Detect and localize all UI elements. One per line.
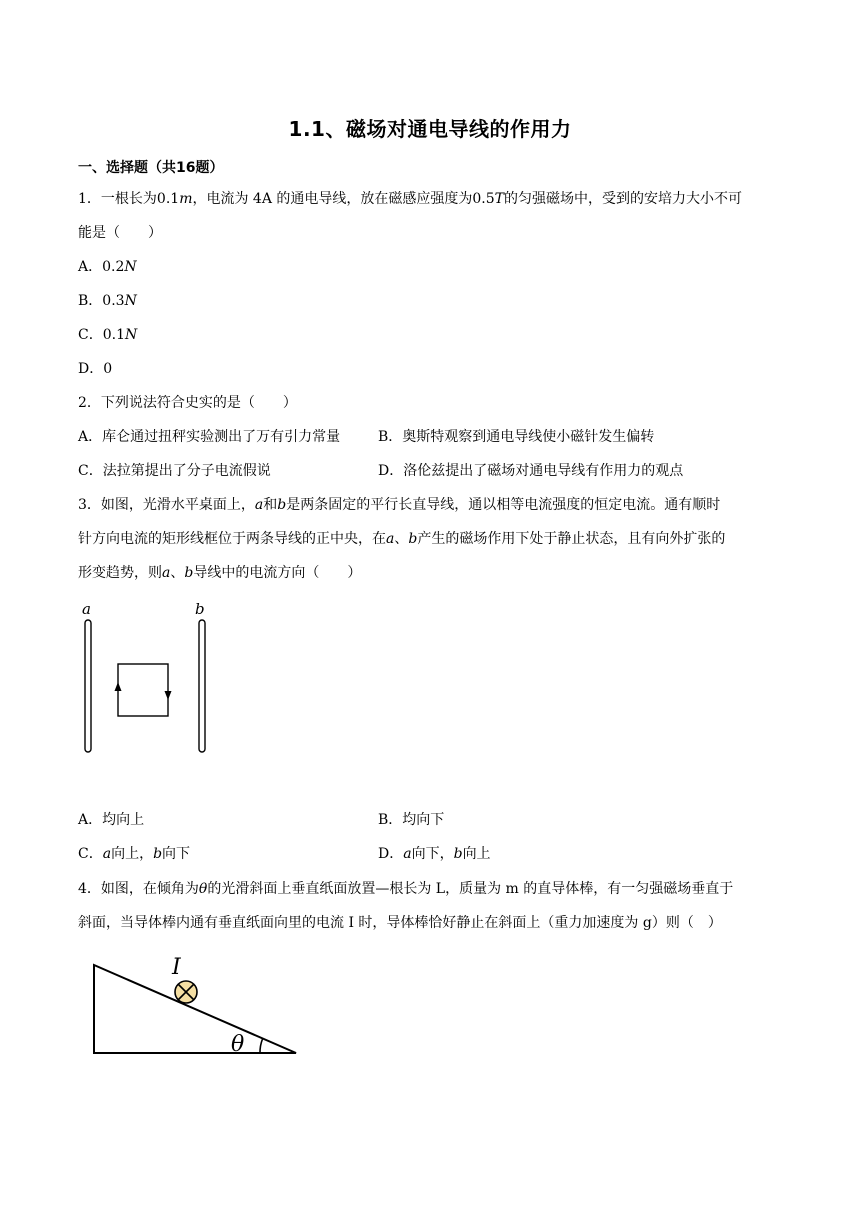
option-text: 向下， xyxy=(411,846,454,862)
q4-stem-line2: 斜面，当导体棒内通有垂直纸面向里的电流 I 时，导体棒恰好静止在斜面上（重力加速度为 g）则（ ） xyxy=(78,915,722,931)
wire-b xyxy=(199,620,205,752)
q3-text: 、 xyxy=(394,531,409,547)
option-text: 向上 xyxy=(462,846,491,862)
wire-a xyxy=(85,620,91,752)
option-label: D． xyxy=(78,361,104,377)
q1-text: 1．一根长为 xyxy=(78,191,157,207)
var-a: a xyxy=(254,497,264,513)
q3-text: 是两条固定的平行长直导线，通以相等电流强度的恒定电流。通有顺时 xyxy=(286,497,721,513)
q3-option-c xyxy=(78,844,190,864)
q1-length-unit: m xyxy=(179,191,193,207)
option-value: 0.1 xyxy=(102,327,125,343)
page-title: 1.1、磁场对通电导线的作用力 xyxy=(288,117,572,141)
var-a: a xyxy=(386,531,395,547)
q1-stem-line2: 能是（ ） xyxy=(78,225,162,241)
q3-wires-figure xyxy=(76,598,216,758)
q3-stem-line3 xyxy=(78,563,361,583)
q2-option-d: D．洛伦兹提出了磁场对通电导线有作用力的观点 xyxy=(378,463,684,479)
q1-length: 0.1 xyxy=(156,191,180,207)
q4-incline-figure xyxy=(88,950,308,1060)
wire-b-label: b xyxy=(195,600,205,618)
q2-option-b: B．奥斯特观察到通电导线使小磁针发生偏转 xyxy=(378,429,655,445)
option-text: 向下 xyxy=(162,846,191,862)
option-unit: N xyxy=(124,259,137,275)
q1-text: ，电流为 4A 的通电导线，放在磁感应强度为 xyxy=(192,191,473,207)
angle-label: θ xyxy=(231,1032,245,1057)
q3-text: 针方向电流的矩形线框位于两条导线的正中央，在 xyxy=(78,531,386,547)
q3-option-a: A．均向上 xyxy=(78,812,145,828)
q4-stem-line1 xyxy=(78,879,733,899)
option-label: D． xyxy=(378,846,404,862)
var-b: b xyxy=(453,846,463,862)
option-label: A． xyxy=(78,259,103,275)
current-label: I xyxy=(172,955,181,980)
q2-stem: 2．下列说法符合史实的是（ ） xyxy=(78,395,297,411)
incline-triangle xyxy=(94,965,296,1053)
q3-text: 形变趋势，则 xyxy=(78,565,162,581)
option-label: B． xyxy=(78,293,103,309)
option-label: C． xyxy=(78,846,103,862)
q4-text: 的光滑斜面上垂直纸面放置—根长为 L，质量为 m 的直导体棒，有一匀强磁场垂直于 xyxy=(207,881,734,897)
option-label: C． xyxy=(78,327,103,343)
option-unit: N xyxy=(124,293,137,309)
q3-text: 产生的磁场作用下处于静止状态，且有向外扩张的 xyxy=(417,531,726,547)
option-text: 向上， xyxy=(111,846,154,862)
wire-a-label: a xyxy=(82,600,91,618)
option-value: 0.3 xyxy=(102,293,125,309)
current-loop xyxy=(118,664,168,716)
q1-field-unit: T xyxy=(494,191,504,207)
q1-option-c xyxy=(78,325,137,345)
q3-text: 导线中的电流方向（ ） xyxy=(193,565,362,581)
loop-arrow-up xyxy=(115,682,122,691)
angle-arc xyxy=(260,1039,263,1053)
var-theta: θ xyxy=(198,881,208,897)
option-value: 0 xyxy=(103,361,113,377)
var-a: a xyxy=(102,846,112,862)
option-value: 0.2 xyxy=(102,259,125,275)
q1-option-d xyxy=(78,359,112,379)
q3-option-b: B．均向下 xyxy=(378,812,445,828)
q3-text: 3．如图，光滑水平桌面上， xyxy=(78,497,255,513)
q1-option-b xyxy=(78,291,137,311)
q3-stem-line1 xyxy=(78,495,720,515)
q3-text: 、 xyxy=(170,565,185,581)
var-a: a xyxy=(403,846,412,862)
section-heading: 一、选择题（共16题） xyxy=(78,160,224,176)
q3-stem-line2 xyxy=(78,529,725,549)
q1-stem-line1 xyxy=(78,189,742,209)
q3-text: 和 xyxy=(263,497,278,513)
var-b: b xyxy=(277,497,287,513)
var-b: b xyxy=(184,565,194,581)
q3-option-d xyxy=(378,844,491,864)
q2-option-c: C．法拉第提出了分子电流假说 xyxy=(78,463,271,479)
q1-option-a xyxy=(78,257,137,277)
var-b: b xyxy=(408,531,418,547)
var-a: a xyxy=(162,565,171,581)
var-b: b xyxy=(153,846,163,862)
q1-field: 0.5 xyxy=(472,191,495,207)
q1-text: 的匀强磁场中，受到的安培力大小不可 xyxy=(504,191,742,207)
q4-text: 4．如图，在倾角为 xyxy=(78,881,199,897)
q2-option-a: A．库仑通过扭秤实验测出了万有引力常量 xyxy=(78,429,341,445)
option-unit: N xyxy=(124,327,138,343)
loop-arrow-down xyxy=(165,691,172,700)
